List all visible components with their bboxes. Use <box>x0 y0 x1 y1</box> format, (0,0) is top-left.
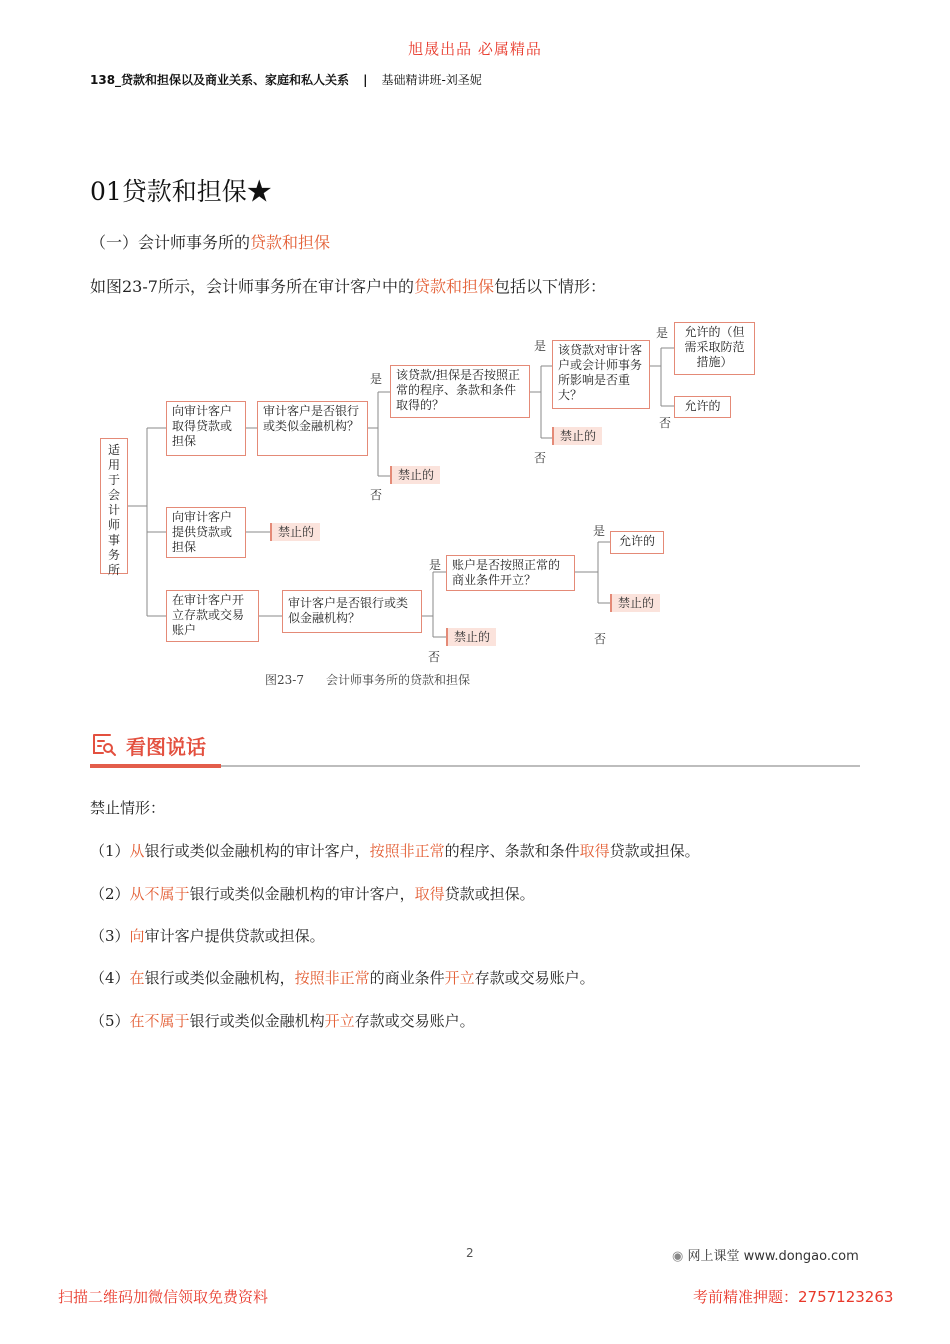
node-provide-loan: 向审计客户提供贷款或担保 <box>166 507 246 558</box>
rule-text: 银行或类似金融机构的审计客户， <box>189 885 415 903</box>
intro-prefix: 如图23-7所示，会计师事务所在审计客户中的 <box>90 277 414 296</box>
label-yes-4: 是 <box>429 558 442 572</box>
rule-text: 存款或交易账户。 <box>354 1012 475 1030</box>
node-is-bank-2: 审计客户是否银行或类似金融机构？ <box>282 590 422 633</box>
label-no-5: 否 <box>594 632 607 646</box>
magnifier-document-icon <box>90 731 118 757</box>
figure-number: 图23-7 <box>265 673 304 687</box>
lesson-title: 138_贷款和担保以及商业关系、家庭和私人关系 <box>90 73 350 87</box>
top-banner: 旭晟出品 必属精品 <box>408 40 542 58</box>
forbidden-rule-item <box>90 883 535 904</box>
node-forbidden-1: 禁止的 <box>552 427 602 445</box>
page-number: 2 <box>466 1246 474 1260</box>
footer-contact: 考前精准押题：2757123263 <box>693 1288 894 1306</box>
rule-text: 银行或类似金融机构的审计客户， <box>144 842 370 860</box>
figure-caption <box>265 671 470 688</box>
rule-number: （4） <box>90 969 130 987</box>
rule-number: （3） <box>90 927 130 945</box>
forbidden-rule-item <box>90 925 325 946</box>
rule-text: 贷款或担保。 <box>444 885 535 903</box>
node-normal-commercial-terms: 账户是否按照正常的商业条件开立？ <box>446 555 575 591</box>
rule-keyword: 从不属于 <box>129 885 190 903</box>
node-forbidden-2: 禁止的 <box>390 466 440 484</box>
rule-keyword: 按照非正常 <box>294 969 370 987</box>
rule-keyword: 开立 <box>324 1012 355 1030</box>
node-forbidden-5: 禁止的 <box>446 628 496 646</box>
rule-text: 银行或类似金融机构 <box>189 1012 325 1030</box>
node-allow-2: 允许的 <box>610 531 664 554</box>
node-forbidden-4: 禁止的 <box>610 594 660 612</box>
intro-suffix: 包括以下情形： <box>493 277 606 296</box>
label-no-1: 否 <box>370 488 383 502</box>
rule-text: 审计客户提供贷款或担保。 <box>144 927 325 945</box>
forbidden-heading: 禁止情形： <box>90 799 166 817</box>
footer-qr-promo: 扫描二维码加微信领取免费资料 <box>58 1288 269 1306</box>
rule-number: （5） <box>90 1012 130 1030</box>
rule-text: 存款或交易账户。 <box>474 969 595 987</box>
kantu-divider-accent <box>90 764 221 768</box>
label-yes-3: 是 <box>656 326 669 340</box>
rule-text: 的程序、条款和条件 <box>444 842 580 860</box>
node-material-impact: 该贷款对审计客户或会计师事务所影响是否重大？ <box>552 340 650 409</box>
brand-logo-icon: ◉ <box>672 1249 688 1264</box>
label-yes-1: 是 <box>370 372 383 386</box>
label-no-2: 否 <box>534 451 547 465</box>
node-obtain-loan: 向审计客户取得贷款或担保 <box>166 401 246 456</box>
node-allow-with-safeguards: 允许的（但需采取防范措施） <box>674 322 755 375</box>
forbidden-rule-item <box>90 1010 475 1031</box>
rule-keyword: 按照非正常 <box>369 842 445 860</box>
rule-number: （2） <box>90 885 130 903</box>
label-no-3: 否 <box>659 416 672 430</box>
node-is-bank: 审计客户是否银行或类似金融机构？ <box>257 401 368 456</box>
rule-keyword: 开立 <box>444 969 475 987</box>
rule-keyword: 取得 <box>579 842 610 860</box>
node-open-account: 在审计客户开立存款或交易账户 <box>166 590 259 642</box>
rule-keyword: 在不属于 <box>129 1012 190 1030</box>
node-forbidden-3: 禁止的 <box>270 523 320 541</box>
rule-keyword: 取得 <box>414 885 445 903</box>
brand-footer <box>672 1245 859 1264</box>
subsection-prefix: （一）会计师事务所的 <box>90 233 251 252</box>
brand-text: 网上课堂 www.dongao.com <box>687 1249 859 1264</box>
node-allow-1: 允许的 <box>674 396 731 418</box>
forbidden-rule-item <box>90 840 700 861</box>
intro-highlight: 贷款和担保 <box>413 277 494 296</box>
forbidden-rule-item <box>90 967 595 988</box>
rule-text: 银行或类似金融机构， <box>144 969 295 987</box>
rule-number: （1） <box>90 842 130 860</box>
rule-text: 贷款或担保。 <box>609 842 700 860</box>
kantu-title: 看图说话 <box>126 735 206 759</box>
root-node: 适用于会计师事务所 <box>100 438 128 574</box>
label-yes-2: 是 <box>534 339 547 353</box>
rule-text: 的商业条件 <box>369 969 445 987</box>
subsection-highlight: 贷款和担保 <box>250 233 331 252</box>
header-separator: | <box>363 73 368 87</box>
figure-caption-text: 会计师事务所的贷款和担保 <box>325 673 470 687</box>
label-yes-5: 是 <box>593 524 606 538</box>
course-name: 基础精讲班-刘圣妮 <box>381 73 482 87</box>
label-no-4: 否 <box>428 650 441 664</box>
rule-keyword: 向 <box>129 927 145 945</box>
rule-keyword: 在 <box>129 969 145 987</box>
rule-keyword: 从 <box>129 842 145 860</box>
node-normal-terms: 该贷款/担保是否按照正常的程序、条款和条件取得的？ <box>390 365 530 418</box>
section-title: 01贷款和担保★ <box>90 177 272 206</box>
